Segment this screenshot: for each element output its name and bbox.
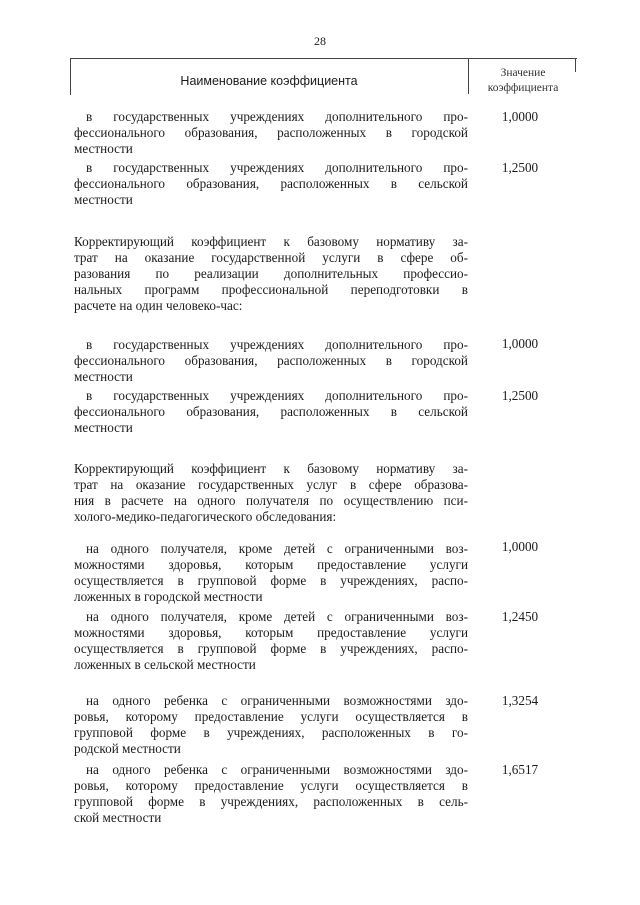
text-line: Корректирующий коэффициент к базовому нормативу за- — [74, 461, 468, 476]
text-line: расчете на один человеко-час: — [74, 298, 243, 313]
text-line: групповой форме в учреждениях, расположенных в сель- — [74, 794, 468, 809]
text-line: местности — [74, 192, 133, 207]
text-line: на одного получателя, кроме детей с ограниченными воз- — [86, 541, 468, 556]
text-line: фессионального образования, расположенных в сельской — [74, 404, 468, 419]
coefficient-value: 1,0000 — [501, 336, 539, 351]
coefficient-value: 1,0000 — [501, 539, 539, 554]
text-line: осуществляется в групповой форме в учреждениях, распо- — [74, 573, 468, 588]
text-line: в государственных учреждениях дополнительного про- — [86, 388, 468, 403]
text-line: родской местности — [74, 741, 181, 756]
table-row-text — [74, 337, 468, 385]
table-row-text — [74, 541, 468, 605]
coefficient-value: 1,2450 — [501, 609, 539, 624]
text-line: фессионального образования, расположенных в городской — [74, 125, 468, 140]
page-number: 28 — [314, 34, 326, 48]
text-line: местности — [74, 369, 133, 384]
section-paragraph — [74, 461, 468, 525]
section-paragraph — [74, 234, 468, 314]
coefficient-value: 1,2500 — [501, 160, 539, 175]
coefficient-value: 1,0000 — [501, 109, 539, 124]
table-row-text — [74, 609, 468, 673]
header-divider — [468, 58, 469, 94]
text-line: на одного ребенка с ограниченными возможностями здо- — [86, 762, 468, 777]
table-row-text — [74, 160, 468, 208]
coefficient-value: 1,3254 — [501, 693, 539, 708]
column-header-name: Наименование коэффициента — [180, 74, 358, 88]
text-line: холого-медико-педагогического обследования: — [74, 509, 337, 524]
text-line: фессионального образования, расположенных в сельской — [74, 176, 468, 191]
text-line: ровья, которому предоставление услуги осуществляется в — [74, 709, 468, 724]
text-line: можностями здоровья, которым предоставление услуги — [74, 625, 468, 640]
coefficient-value: 1,6517 — [501, 762, 539, 777]
table-row-text — [74, 762, 468, 826]
column-header-value — [470, 66, 576, 96]
table-row-text — [74, 693, 468, 757]
text-line: в государственных учреждениях дополнительного про- — [86, 109, 468, 124]
column-header-value-line1: Значение — [500, 67, 546, 79]
text-line: в государственных учреждениях дополнительного про- — [86, 337, 468, 352]
text-line: местности — [74, 420, 133, 435]
text-line: групповой форме в учреждениях, расположенных в го- — [74, 725, 468, 740]
text-line: ния в расчете на одного получателя по осуществлению пси- — [74, 493, 468, 508]
text-line: трат на оказание государственной услуги в сфере об- — [74, 250, 468, 265]
text-line: трат на оказание государственных услуг в сфере образова- — [74, 477, 468, 492]
text-line: в государственных учреждениях дополнительного про- — [86, 160, 468, 175]
text-line: местности — [74, 141, 133, 156]
text-line: фессионального образования, расположенных в городской — [74, 353, 468, 368]
text-line: нальных программ профессиональной переподготовки в — [74, 282, 468, 297]
text-line: ложенных в сельской местности — [74, 657, 256, 672]
coefficient-value: 1,2500 — [501, 388, 539, 403]
text-line: можностями здоровья, которым предоставление услуги — [74, 557, 468, 572]
column-header-value-line2: коэффициента — [487, 82, 559, 94]
text-line: ровья, которому предоставление услуги осуществляется в — [74, 778, 468, 793]
text-line: на одного ребенка с ограниченными возможностями здо- — [86, 693, 468, 708]
text-line: осуществляется в групповой форме в учреждениях, распо- — [74, 641, 468, 656]
table-row-text — [74, 388, 468, 436]
table-row-text — [74, 109, 468, 157]
text-line: на одного получателя, кроме детей с ограниченными воз- — [86, 609, 468, 624]
text-line: Корректирующий коэффициент к базовому нормативу за- — [74, 234, 468, 249]
text-line: ложенных в городской местности — [74, 589, 263, 604]
text-line: разования по реализации дополнительных профессио- — [74, 266, 468, 281]
text-line: ской местности — [74, 810, 162, 825]
